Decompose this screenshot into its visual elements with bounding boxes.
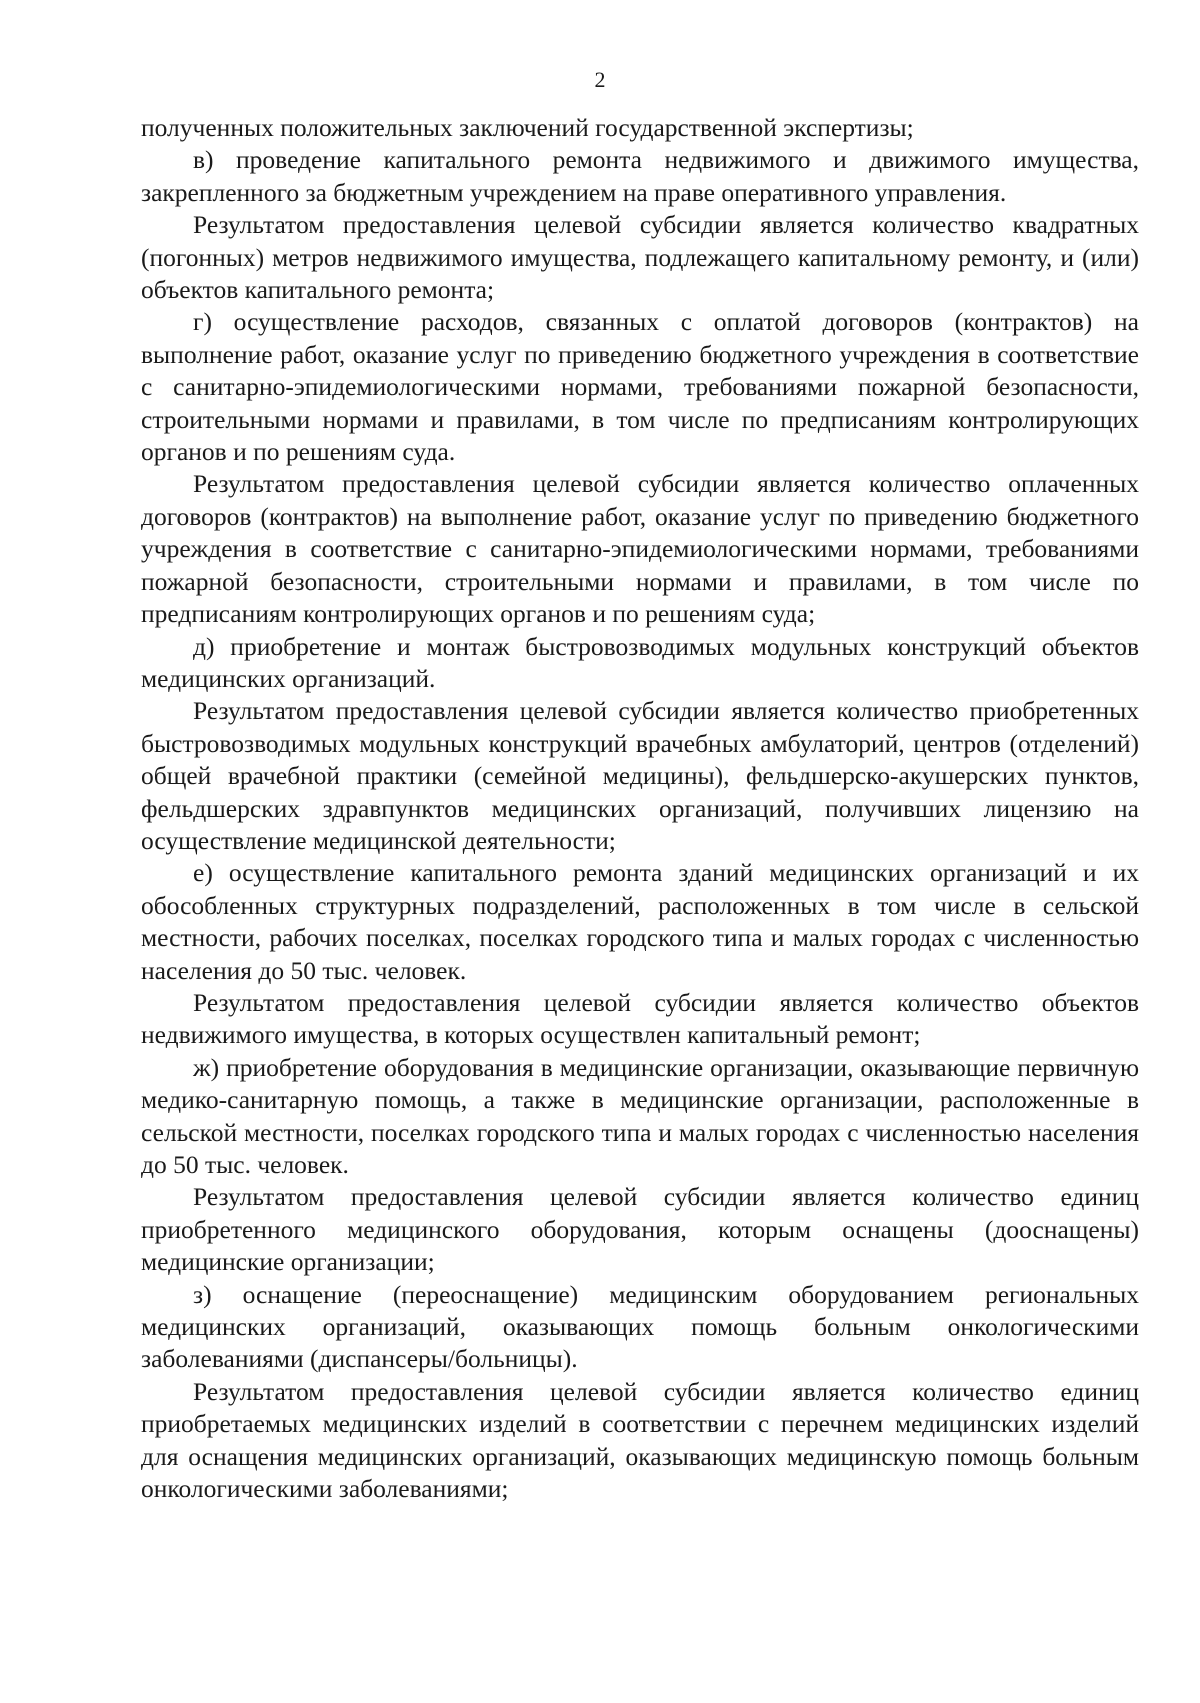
paragraph-result-d: Результатом предоставления целевой субсидии является количество приобретенных быстровозводимых модульных конструкций врачебных амбулаторий, центров (отделений) общей врачебной практики (семейной медицины), фельдшерско-акушерских пунктов, фельдшерских здравпунктов медицинских организаций, получивших лицензию на осуществление медицинской деятельности; — [141, 696, 1139, 855]
paragraph-result-z: Результатом предоставления целевой субсидии является количество единиц приобретаемых медицинских изделий в соответствии с перечнем медицинских изделий для оснащения медицинских организаций, оказывающих медицинскую помощь больным онкологическими заболеваниями; — [141, 1376, 1139, 1504]
paragraph-item-z: з) оснащение (переоснащение) медицинским оборудованием региональных медицинских организаций, оказывающих помощь больным онкологическими заболеваниями (диспансеры/больницы). — [141, 1279, 1139, 1374]
paragraph-item-e: е) осуществление капитального ремонта зданий медицинских организаций и их обособленных структурных подразделений, расположенных в том числе в сельской местности, рабочих поселках, поселках городского типа и малых городах с численностью населения до 50 тыс. человек. — [141, 858, 1139, 985]
paragraph-item-zh: ж) приобретение оборудования в медицинские организации, оказывающие первичную медико-санитарную помощь, а также в медицинские организации, расположенные в сельской местности, поселках городского типа и малых городах с численностью населения до 50 тыс. человек. — [141, 1052, 1139, 1179]
paragraph-item-d: д) приобретение и монтаж быстровозводимых модульных конструкций объектов медицинских организаций. — [141, 631, 1139, 693]
paragraph-result-e: Результатом предоставления целевой субсидии является количество объектов недвижимого имущества, в которых осуществлен капитальный ремонт; — [141, 987, 1139, 1050]
paragraph-result-zh: Результатом предоставления целевой субсидии является количество единиц приобретенного медицинского оборудования, которым оснащены (дооснащены) медицинские организации; — [141, 1182, 1139, 1277]
document-body — [141, 112, 1139, 1505]
paragraph-item-v: в) проведение капитального ремонта недвижимого и движимого имущества, закрепленного за бюджетным учреждением на праве оперативного управления. — [141, 145, 1139, 207]
page-number: 2 — [594, 67, 606, 92]
paragraph-result-v: Результатом предоставления целевой субсидии является количество квадратных (погонных) метров недвижимого имущества, подлежащего капитальному ремонту, и (или) объектов капитального ремонта; — [141, 210, 1139, 305]
paragraph-continuation: полученных положительных заключений государственной экспертизы; — [141, 113, 914, 142]
paragraph-result-g: Результатом предоставления целевой субсидии является количество оплаченных договоров (контрактов) на выполнение работ, оказание услуг по приведению бюджетного учреждения в соответствие с санитарно-эпидемиологическими нормами, требованиями пожарной безопасности, строительными нормами и правилами, в том числе по предписаниям контролирующих органов и по решениям суда; — [141, 469, 1139, 629]
paragraph-item-g: г) осуществление расходов, связанных с оплатой договоров (контрактов) на выполнение работ, оказание услуг по приведению бюджетного учреждения в соответствие с санитарно-эпидемиологическими нормами, требованиями пожарной безопасности, строительными нормами и правилами, в том числе по предписаниям контролирующих органов и по решениям суда. — [141, 307, 1139, 467]
